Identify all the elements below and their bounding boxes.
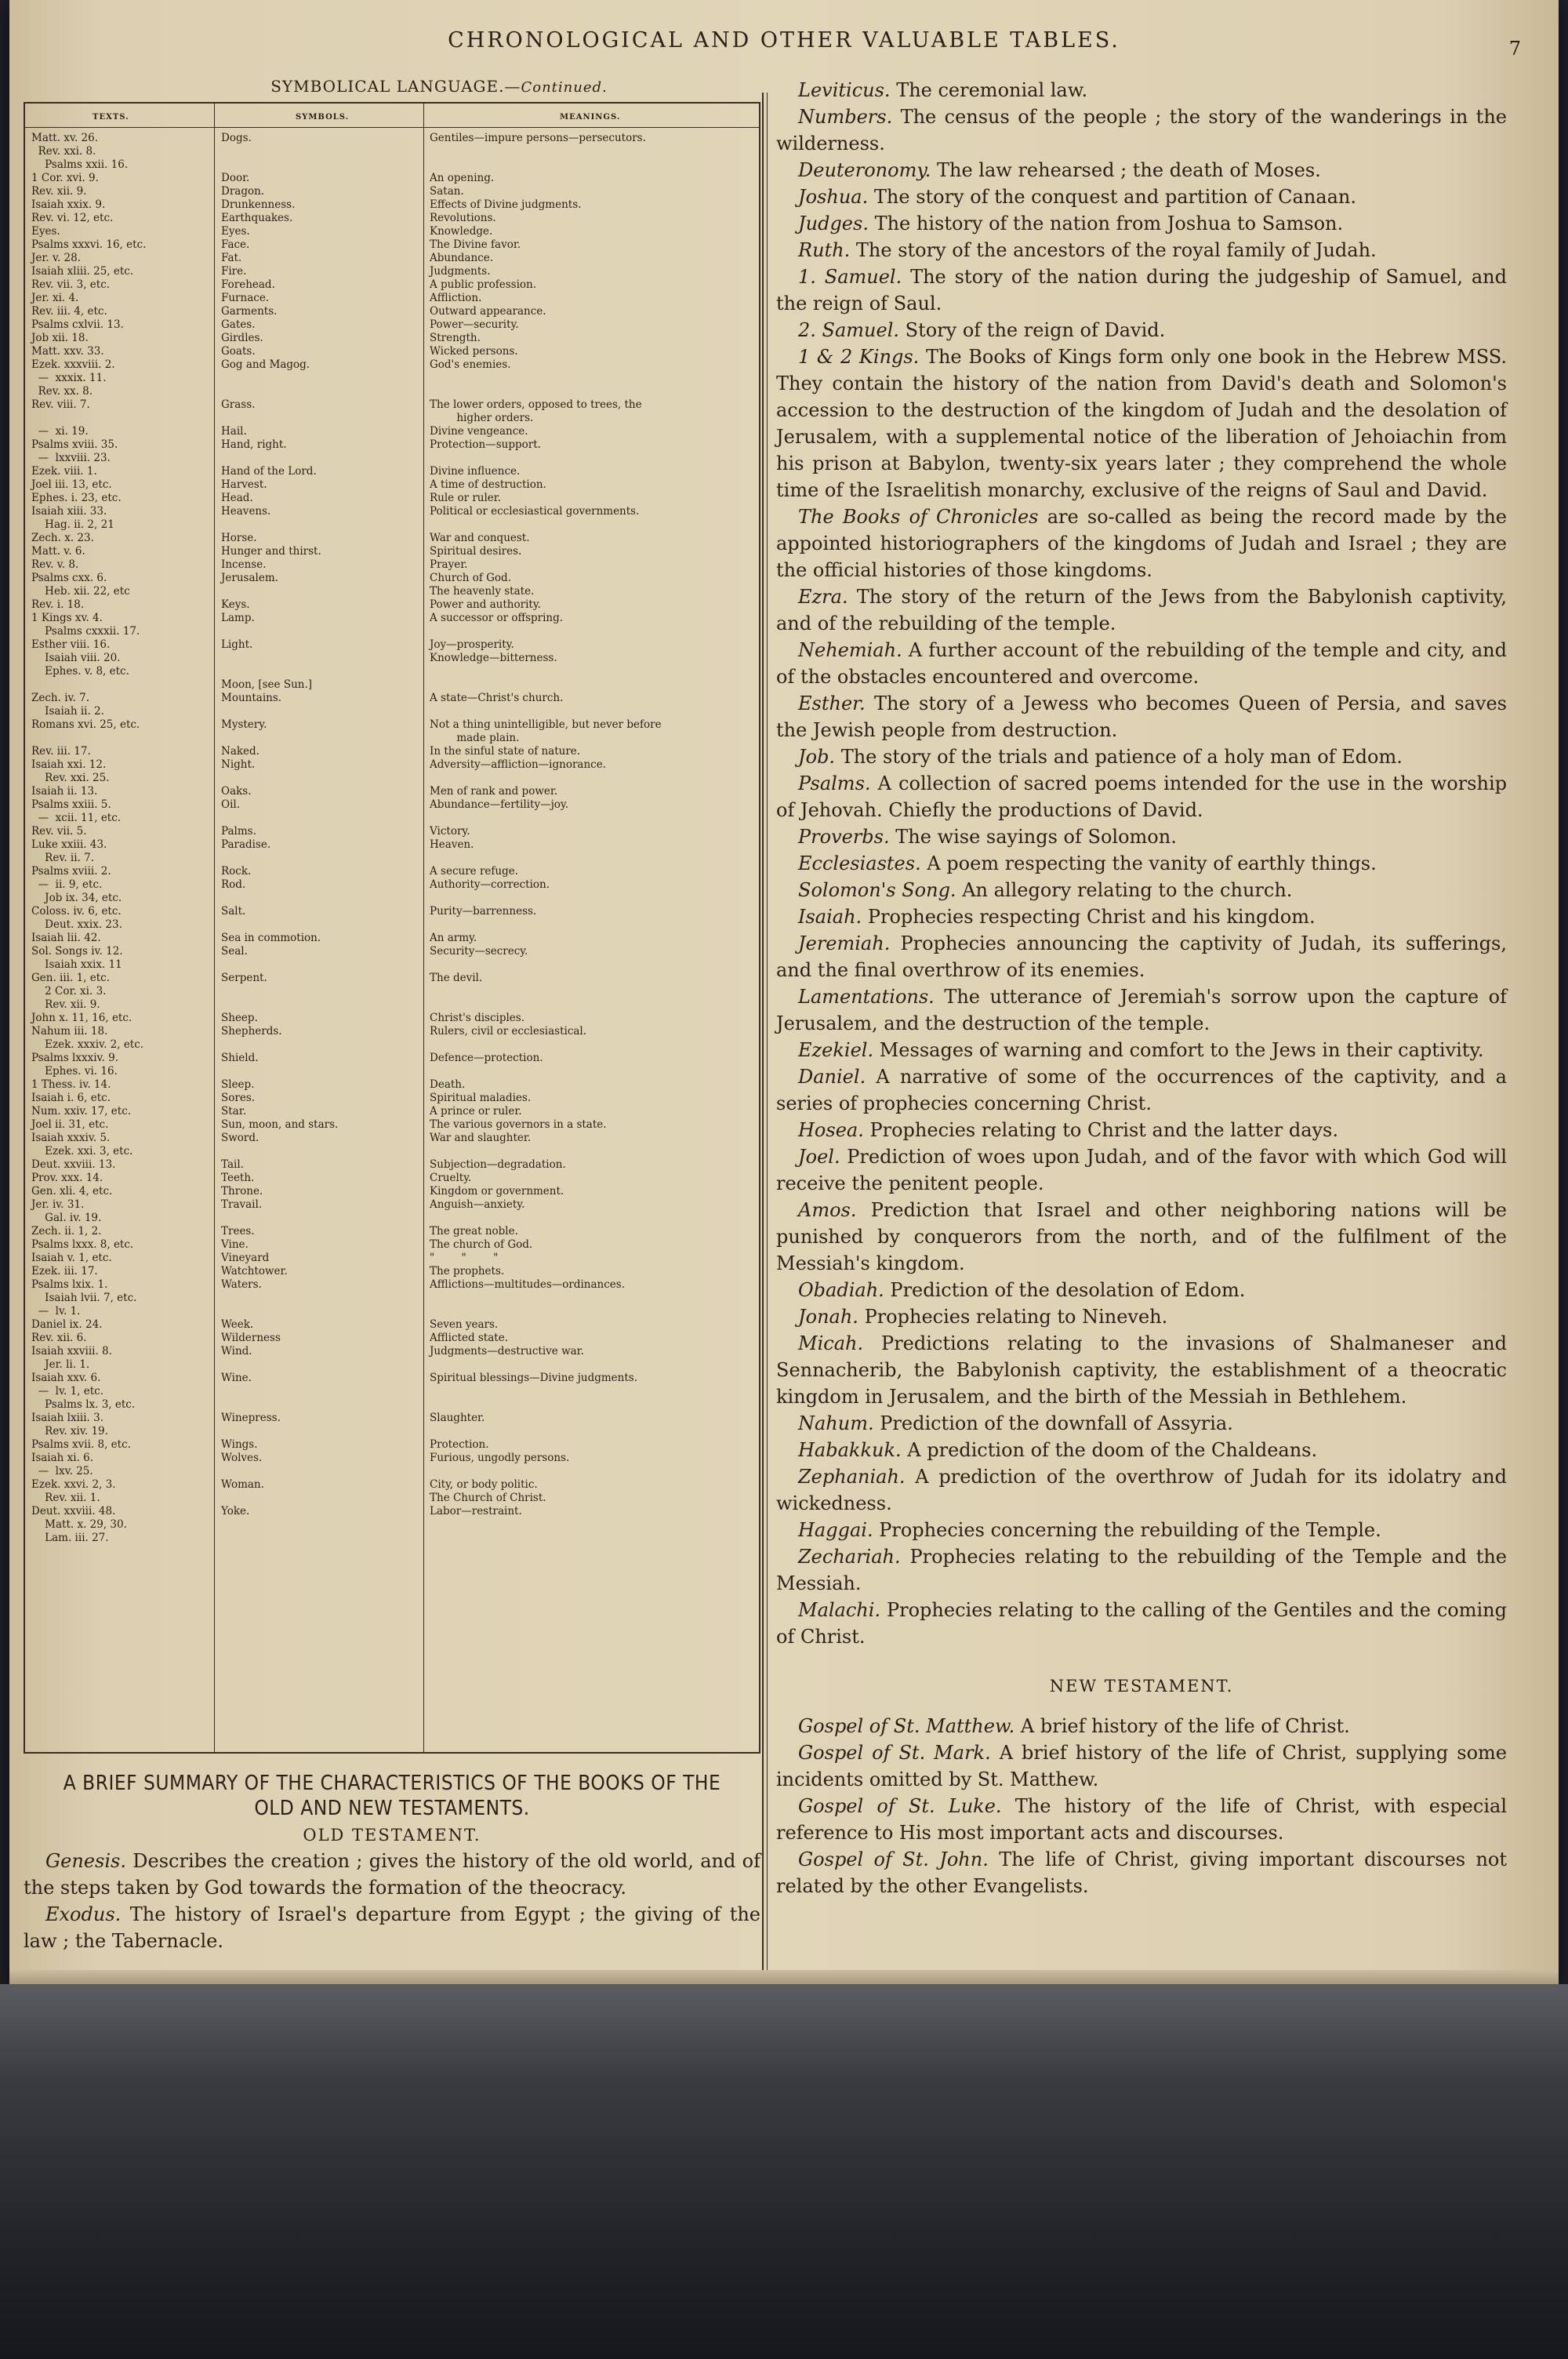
book-entry <box>776 983 1507 1037</box>
book-entry <box>776 77 1507 104</box>
book-name: Nahum. <box>798 1412 874 1434</box>
column-divider <box>762 93 768 1975</box>
book-description: Prediction of woes upon Judah, and of the favor with which God will receive the penitent people. <box>776 1146 1507 1194</box>
symbolical-table <box>24 102 760 1754</box>
book-entry <box>776 637 1507 690</box>
book-description: Predictions relating to the invasions of Shalmaneser and Sennacherib, the Babylonish captivity, the establishment of a theocratic kingdom in Jerusalem, and the birth of the Messiah in Bethlehem. <box>776 1332 1507 1408</box>
book-entry <box>776 1543 1507 1597</box>
book-description: The story of the conquest and partition of Canaan. <box>873 186 1356 208</box>
book-name: Haggai. <box>798 1519 873 1541</box>
symbols-column: Dogs. Door. Dragon. Drunkenness. Earthquakes. Eyes. Face. Fat. Fire. Forehead. Furnace. Garments. Gates. Girdles. Goats. Gog and Magog. Grass. Hail. Hand, right. Hand of the Lord. Harvest. Head. Heavens. Horse. Hunger and thirst. Incense. Jerusalem. Keys. Lamp. Light. Moon, [see Sun.] Mountains. Mystery. Naked. Night. Oaks. Oil. Palms. Paradise. Rock. Rod. Salt. Sea in commotion. Seal. Serpent. Sheep. Shepherds. Shield. Sleep. Sores. Star. Sun, moon, and stars. Sword. Tail. Teeth. Throne. Travail. Trees. Vine. Vineyard Watchtower. Waters. Week. Wilderness Wind. Wine. Winepress. Wings. Wolves. Woman. Yoke. <box>221 132 339 1518</box>
book-description: are so-called as being the record made by the appointed historiographers of the kingdoms of Judah and Israel ; they are the official histories of those kingdoms. <box>776 506 1507 581</box>
book-name: Joshua. <box>798 186 869 208</box>
book-entry <box>776 503 1507 583</box>
book-description: Prophecies relating to Nineveh. <box>864 1306 1168 1328</box>
book-entry <box>776 1063 1507 1117</box>
column-rule <box>214 104 215 1752</box>
book-name: Daniel. <box>798 1066 866 1088</box>
book-entry <box>24 1901 760 1954</box>
book-name: Isaiah. <box>798 906 862 928</box>
book-entry <box>776 823 1507 850</box>
book-entry <box>776 104 1507 157</box>
book-entry <box>776 343 1507 503</box>
book-name: The Books of Chronicles <box>798 506 1039 528</box>
book-name: Hosea. <box>798 1119 864 1141</box>
book-description: A collection of sacred poems intended for the use in the worship of Jehovah. Chiefly the productions of David. <box>776 772 1507 821</box>
book-name: Leviticus. <box>798 79 891 101</box>
book-description: The story of the ancestors of the royal family of Judah. <box>855 239 1377 261</box>
book-name: Ecclesiastes. <box>798 852 921 874</box>
book-entry <box>776 1143 1507 1197</box>
book-description: Prophecies concerning the rebuilding of the Temple. <box>879 1519 1381 1541</box>
book-entry <box>776 210 1507 237</box>
book-entry <box>776 690 1507 743</box>
page-edge <box>9 1970 1559 1984</box>
book-entry <box>776 903 1507 930</box>
book-entry <box>776 1330 1507 1410</box>
book-description: The story of the return of the Jews from the Babylonish captivity, and of the rebuilding of the temple. <box>776 586 1507 634</box>
book-name: Habakkuk. <box>798 1439 902 1461</box>
book-name: Jonah. <box>798 1306 858 1328</box>
book-name: Zechariah. <box>798 1546 901 1568</box>
old-testament-heading: OLD TESTAMENT. <box>303 1826 481 1845</box>
book-description: Story of the reign of David. <box>905 319 1166 341</box>
book-entry <box>776 1517 1507 1543</box>
book-description: A further account of the rebuilding of the temple and city, and of the obstacles encountered and overcome. <box>776 639 1507 688</box>
meanings-column: Gentiles—impure persons—persecutors. An opening. Satan. Effects of Divine judgments. Revolutions. Knowledge. The Divine favor. Abundance. Judgments. A public profession. Affliction. Outward appearance. Power—security. Strength. Wicked persons. God's enemies. The lower orders, opposed to trees, the higher orders. Divine vengeance. Protection—support. Divine influence. A time of destruction. Rule or ruler. Political or ecclesiastical governments. War and conquest. Spiritual desires. Prayer. Church of God. The heavenly state. Power and authority. A successor or offspring. Joy—prosperity. Knowledge—bitterness. A state—Christ's church. Not a thing unintelligible, but never before made plain. In the sinful state of nature. Adversity—affliction—ignorance. Men of rank and power. Abundance—fertility—joy. Victory. Heaven. A secure refuge. Authority—correction. Purity—barrenness. An army. Security—secrecy. The devil. Christ's disciples. Rulers, civil or ecclesiastical. Defence—protection. Death. Spiritual maladies. A prince or ruler. The various governors in a state. War and slaughter. Subjection—degradation. Cruelty. Kingdom or government. Anguish—anxiety. The great noble. The church of God. " " " The prophets. Afflictions—multitudes—ordinances. Seven years. Afflicted state. Judgments—destructive war. Spiritual blessings—Divine judgments. Slaughter. Protection. Furious, ungodly persons. City, or body politic. The Church of Christ. Labor—restraint. <box>430 132 662 1518</box>
book-name: Micah. <box>798 1332 864 1354</box>
book-entry <box>776 1277 1507 1303</box>
book-entry <box>776 583 1507 637</box>
book-description: An allegory relating to the church. <box>962 879 1293 901</box>
summary-title-line1: A BRIEF SUMMARY OF THE CHARACTERISTICS OF THE BOOKS OF THE <box>63 1772 721 1795</box>
book-name: Jeremiah. <box>798 932 891 954</box>
book-entry <box>776 930 1507 983</box>
book-description: The story of the nation during the judgeship of Samuel, and the reign of Saul. <box>776 266 1508 314</box>
book-name: Exodus. <box>45 1903 122 1925</box>
book-entry <box>776 850 1507 877</box>
book-entry <box>776 1437 1507 1463</box>
book-description: The story of the trials and patience of a holy man of Edom. <box>840 746 1403 768</box>
symbolical-title: SYMBOLICAL LANGUAGE.—Continued. <box>270 77 608 96</box>
book-entry <box>776 1713 1507 1739</box>
book-name: Gospel of St. Mark. <box>798 1742 991 1764</box>
book-entry <box>776 1739 1507 1793</box>
book-description: Prediction of the downfall of Assyria. <box>880 1412 1233 1434</box>
book-entry <box>776 1846 1507 1899</box>
book-name: Psalms. <box>798 772 871 794</box>
book-name: Job. <box>798 746 836 768</box>
book-name: 1 & 2 Kings. <box>798 346 920 368</box>
page-header: CHRONOLOGICAL AND OTHER VALUABLE TABLES. <box>448 28 1120 53</box>
book-name: Numbers. <box>798 106 893 128</box>
texts-column: Matt. xv. 26. Rev. xxi. 8. Psalms xxii. 16. 1 Cor. xvi. 9. Rev. xii. 9. Isaiah xxix. 9. Rev. vi. 12, etc. Eyes. Psalms xxxvi. 16, etc. Jer. v. 28. Isaiah xliii. 25, etc. Rev. vii. 3, etc. Jer. xi. 4. Rev. iii. 4, etc. Psalms cxlvii. 13. Job xii. 18. Matt. xxv. 33. Ezek. xxxviii. 2. — xxxix. 11. Rev. xx. 8. Rev. viii. 7. — xi. 19. Psalms xviii. 35. — lxxviii. 23. Ezek. viii. 1. Joel iii. 13, etc. Ephes. i. 23, etc. Isaiah xiii. 33. Hag. ii. 2, 21 Zech. x. 23. Matt. v. 6. Rev. v. 8. Psalms cxx. 6. Heb. xii. 22, etc Rev. i. 18. 1 Kings xv. 4. Psalms cxxxii. 17. Esther viii. 16. Isaiah viii. 20. Ephes. v. 8, etc. Zech. iv. 7. Isaiah ii. 2. Romans xvi. 25, etc. Rev. iii. 17. Isaiah xxi. 12. Rev. xxi. 25. Isaiah ii. 13. Psalms xxiii. 5. — xcii. 11, etc. Rev. vii. 5. Luke xxiii. 43. Rev. ii. 7. Psalms xviii. 2. — ii. 9, etc. Job ix. 34, etc. Coloss. iv. 6, etc. Deut. xxix. 23. Isaiah lii. 42. Sol. Songs iv. 12. Isaiah xxix. 11 Gen. iii. 1, etc. 2 Cor. xi. 3. Rev. xii. 9. John x. 11, 16, etc. Nahum iii. 18. Ezek. xxxiv. 2, etc. Psalms lxxxiv. 9. Ephes. vi. 16. 1 Thess. iv. 14. Isaiah i. 6, etc. Num. xxiv. 17, etc. Joel ii. 31, etc. Isaiah xxxiv. 5. Ezek. xxi. 3, etc. Deut. xxviii. 13. Prov. xxx. 14. Gen. xli. 4, etc. Jer. iv. 31. Gal. iv. 19. Zech. ii. 1, 2. Psalms lxxx. 8, etc. Isaiah v. 1, etc. Ezek. iii. 17. Psalms lxix. 1. Isaiah lvii. 7, etc. — lv. 1. Daniel ix. 24. Rev. xii. 6. Isaiah xxviii. 8. Jer. li. 1. Isaiah xxv. 6. — lv. 1, etc. Psalms lx. 3, etc. Isaiah lxiii. 3. Rev. xiv. 19. Psalms xvii. 8, etc. Isaiah xi. 6. — lxv. 25. Ezek. xxvi. 2, 3. Rev. xii. 1. Deut. xxviii. 48. Matt. x. 29, 30. Lam. iii. 27. <box>31 132 147 1544</box>
book-description: A narrative of some of the occurrences of the captivity, and a series of prophecies concerning Christ. <box>776 1066 1507 1114</box>
book-name: Amos. <box>798 1199 857 1221</box>
book-description: Prophecies respecting Christ and his kingdom. <box>867 906 1316 928</box>
book-name: Joel. <box>798 1146 840 1168</box>
book-description: The Books of Kings form only one book in the Hebrew MSS. They contain the history of the nation from David's death and Solomon's accession to the destruction of the kingdom of Judah and the desolation of Jerusalem, with a supplemental notice of the liberation of Jehoiachin from his prison at Babylon, twenty-six years later ; they comprehend the whole time of the Israelitish monarchy, exclusive of the reigns of Saul and David. <box>776 346 1507 501</box>
book-name: Gospel of St. Matthew. <box>798 1715 1015 1737</box>
summary-title <box>24 1771 760 1821</box>
book-name: 2. Samuel. <box>798 319 899 341</box>
book-name: Judges. <box>798 213 869 234</box>
page-number: 7 <box>1508 38 1521 60</box>
book-description: The utterance of Jeremiah's sorrow upon the capture of Jerusalem, and the destruction of the temple. <box>776 986 1507 1034</box>
book-entry <box>776 264 1507 317</box>
book-entry <box>776 184 1507 210</box>
book-entry <box>776 237 1507 264</box>
book-description: The wise sayings of Solomon. <box>895 826 1177 848</box>
new-testament-list <box>776 1713 1507 1899</box>
book-description: Prophecies announcing the captivity of Judah, its sufferings, and the final overthrow of its enemies. <box>776 932 1507 981</box>
column-header-meanings: MEANINGS. <box>560 113 621 122</box>
book-entry <box>776 317 1507 343</box>
book-name: Obadiah. <box>798 1279 884 1301</box>
book-description: A prediction of the doom of the Chaldeans. <box>907 1439 1318 1461</box>
book-name: Solomon's Song. <box>798 879 956 901</box>
book-name: Ezra. <box>798 586 848 608</box>
book-name: Gospel of St. John. <box>798 1848 989 1870</box>
background-surface <box>0 1984 1568 2359</box>
book-description: A poem respecting the vanity of earthly things. <box>927 852 1377 874</box>
book-entry <box>776 743 1507 770</box>
book-name: Zephaniah. <box>798 1466 906 1488</box>
book-description: The history of the life of Christ, with especial reference to His most important acts and discourses. <box>776 1795 1507 1844</box>
book-name: Ruth. <box>798 239 851 261</box>
book-name: Ezekiel. <box>798 1039 874 1061</box>
book-entry <box>776 1197 1507 1277</box>
book-description: Prophecies relating to Christ and the latter days. <box>869 1119 1338 1141</box>
book-description: Prophecies relating to the rebuilding of the Temple and the Messiah. <box>776 1546 1507 1594</box>
column-rule <box>423 104 424 1752</box>
book-name: Genesis. <box>45 1850 126 1872</box>
old-testament-left-list <box>24 1848 760 1954</box>
book-page <box>9 0 1559 1984</box>
book-name: Proverbs. <box>798 826 890 848</box>
book-description: The history of Israel's departure from Egypt ; the giving of the law ; the Tabernacle. <box>24 1903 760 1952</box>
book-description: Prediction of the desolation of Edom. <box>890 1279 1246 1301</box>
summary-title-line2: OLD AND NEW TESTAMENTS. <box>254 1797 530 1820</box>
book-description: Prophecies relating to the calling of the Gentiles and the coming of Christ. <box>776 1599 1507 1648</box>
book-entry <box>776 1117 1507 1143</box>
old-testament-right-list <box>776 77 1507 1650</box>
book-entry <box>776 1597 1507 1650</box>
book-entry <box>776 157 1507 184</box>
book-description: The census of the people ; the story of the wanderings in the wilderness. <box>776 106 1507 154</box>
book-description: The ceremonial law. <box>896 79 1088 101</box>
header-rule <box>25 127 759 128</box>
book-description: The law rehearsed ; the death of Moses. <box>936 159 1321 181</box>
book-description: Describes the creation ; gives the history of the old world, and of the steps taken by God towards the formation of the theocracy. <box>24 1850 760 1899</box>
book-entry <box>776 1303 1507 1330</box>
book-name: Deuteronomy. <box>798 159 931 181</box>
book-description: The life of Christ, giving important discourses not related by the other Evangelists. <box>776 1848 1507 1897</box>
book-description: A prediction of the overthrow of Judah for its idolatry and wickedness. <box>776 1466 1507 1514</box>
right-column <box>776 77 1507 1899</box>
book-entry <box>776 877 1507 903</box>
book-name: Lamentations. <box>798 986 935 1008</box>
new-testament-heading: NEW TESTAMENT. <box>1049 1677 1234 1696</box>
book-name: 1. Samuel. <box>798 266 902 288</box>
book-entry <box>776 1463 1507 1517</box>
book-name: Malachi. <box>798 1599 881 1621</box>
book-name: Nehemiah. <box>798 639 902 661</box>
book-description: The story of a Jewess who becomes Queen of Persia, and saves the Jewish people from destruction. <box>776 692 1507 741</box>
book-description: A brief history of the life of Christ, supplying some incidents omitted by St. Matthew. <box>776 1742 1508 1790</box>
book-description: Messages of warning and comfort to the Jews in their captivity. <box>879 1039 1484 1061</box>
book-entry <box>776 1793 1507 1846</box>
column-header-symbols: SYMBOLS. <box>296 113 350 122</box>
book-name: Esther. <box>798 692 866 714</box>
book-description: The history of the nation from Joshua to Samson. <box>874 213 1344 234</box>
book-entry <box>776 1037 1507 1063</box>
book-entry <box>776 1410 1507 1437</box>
book-name: Gospel of St. Luke. <box>798 1795 1002 1817</box>
book-entry <box>776 770 1507 823</box>
symbolical-title-suffix: Continued. <box>521 79 608 96</box>
book-description: A brief history of the life of Christ. <box>1020 1715 1350 1737</box>
symbolical-title-main: SYMBOLICAL LANGUAGE. <box>270 77 505 96</box>
book-description: Prediction that Israel and other neighboring nations will be punished by conquerors from the north, and of the fulfilment of the Messiah's kingdom. <box>776 1199 1507 1274</box>
column-header-texts: TEXTS. <box>93 113 129 122</box>
left-column <box>24 77 760 1954</box>
book-entry <box>24 1848 760 1901</box>
